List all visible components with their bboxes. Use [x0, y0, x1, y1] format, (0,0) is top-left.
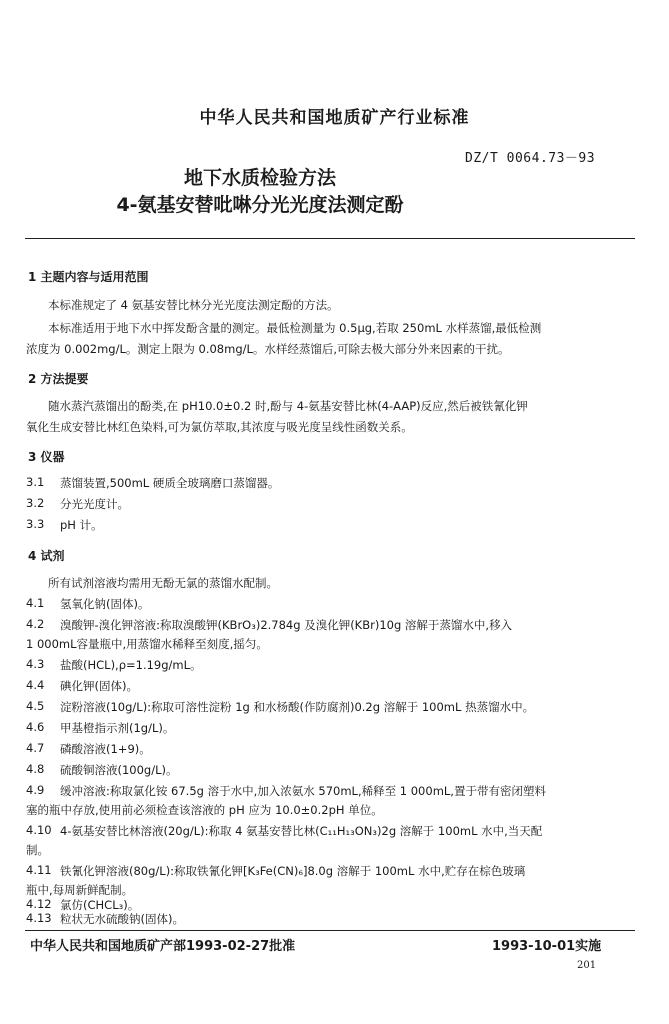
item-text: 磷酸溶液(1+9)。 [60, 742, 151, 756]
item-number: 3.1 [26, 475, 45, 489]
item-text: 盐酸(HCL),ρ=1.19g/mL。 [60, 658, 202, 672]
item-text: 粒状无水硫酸钠(固体)。 [60, 912, 184, 926]
section-2-paragraph: 随水蒸汽蒸馏出的酚类,在 pH10.0±0.2 时,酚与 4-氨基安替比林(4-AAP)反应,然后被铁氰化钾 [48, 399, 528, 413]
item-text-cont: 制。 [26, 843, 49, 857]
item-text: 分光光度计。 [60, 497, 129, 511]
item-text: 硫酸铜溶液(100g/L)。 [60, 763, 178, 777]
item-number: 4.8 [26, 762, 45, 776]
item-text: 甲基橙指示剂(1g/L)。 [60, 721, 175, 735]
approval-line: 中华人民共和国地质矿产部1993-02-27批准 [30, 939, 296, 954]
item-number: 4.2 [26, 617, 45, 631]
item-text-cont: 1 000mL容量瓶中,用蒸馏水稀释至刻度,摇匀。 [26, 637, 268, 651]
footer-divider [25, 930, 635, 931]
item-number: 4.13 [26, 911, 52, 925]
section-4-heading: 4 试剂 [28, 549, 65, 563]
item-number: 3.3 [26, 517, 45, 531]
item-number: 4.11 [26, 863, 52, 877]
item-text-cont: 塞的瓶中存放,使用前必须检查该溶液的 pH 应为 10.0±0.2pH 单位。 [26, 803, 383, 817]
item-text: 4-氨基安替比林溶液(20g/L):称取 4 氨基安替比林(C₁₁H₁₃ON₃)2g 溶解于 100mL 水中,当天配 [60, 824, 543, 838]
item-number: 4.9 [26, 783, 45, 797]
item-number: 4.1 [26, 596, 45, 610]
item-text: pH 计。 [60, 518, 103, 532]
section-1-heading: 1 主题内容与适用范围 [28, 270, 149, 284]
item-number: 3.2 [26, 496, 45, 510]
standard-number: DZ/T 0064.73－93 [465, 151, 596, 166]
item-number: 4.10 [26, 823, 52, 837]
item-number: 4.7 [26, 741, 45, 755]
item-text: 碘化钾(固体)。 [60, 679, 138, 693]
item-text: 缓冲溶液:称取氯化铵 67.5g 溶于水中,加入浓氨水 570mL,稀释至 1 000mL,置于带有密闭塑料 [60, 784, 546, 798]
section-2-paragraph-cont: 氧化生成安替比林红色染料,可为氯仿萃取,其浓度与吸光度呈线性函数关系。 [26, 420, 413, 434]
section-1-paragraph: 本标准规定了 4 氨基安替比林分光光度法测定酚的方法。 [48, 298, 339, 312]
document-title: 地下水质检验方法 [183, 167, 336, 189]
item-number: 4.4 [26, 678, 45, 692]
section-1-paragraph-cont: 浓度为 0.002mg/L。测定上限为 0.08mg/L。水样经蒸馏后,可除去极大部分外来因素的干扰。 [26, 342, 510, 356]
implementation-date: 1993-10-01实施 [492, 939, 602, 954]
item-text: 淀粉溶液(10g/L):称取可溶性淀粉 1g 和水杨酸(作防腐剂)0.2g 溶解于 100mL 热蒸馏水中。 [60, 700, 535, 714]
item-number: 4.5 [26, 699, 45, 713]
header-divider [25, 238, 635, 239]
item-text-cont: 瓶中,每周新鲜配制。 [26, 883, 134, 897]
item-text: 氯仿(CHCL₃)。 [60, 898, 140, 912]
item-number: 4.6 [26, 720, 45, 734]
page-number: 201 [577, 960, 597, 971]
document-subtitle: 4-氨基安替吡啉分光光度法测定酚 [116, 194, 404, 216]
item-text: 溴酸钾-溴化钾溶液:称取溴酸钾(KBrO₃)2.784g 及溴化钾(KBr)10g 溶解于蒸馏水中,移入 [60, 618, 513, 632]
item-number: 4.12 [26, 897, 52, 911]
section-1-paragraph: 本标准适用于地下水中挥发酚含量的测定。最低检测量为 0.5μg,若取 250mL 水样蒸馏,最低检测 [48, 321, 542, 335]
section-2-heading: 2 方法提要 [28, 372, 89, 386]
item-number: 4.3 [26, 657, 45, 671]
item-text: 铁氰化钾溶液(80g/L):称取铁氰化钾[K₃Fe(CN)₆]8.0g 溶解于 100mL 水中,贮存在棕色玻璃 [60, 864, 526, 878]
section-4-intro: 所有试剂溶液均需用无酚无氯的蒸馏水配制。 [48, 576, 278, 590]
item-text: 蒸馏装置,500mL 硬质全玻璃磨口蒸馏器。 [60, 476, 280, 490]
issuing-organization: 中华人民共和国地质矿产行业标准 [199, 108, 470, 128]
item-text: 氢氧化钠(固体)。 [60, 597, 150, 611]
section-3-heading: 3 仪器 [28, 450, 65, 464]
